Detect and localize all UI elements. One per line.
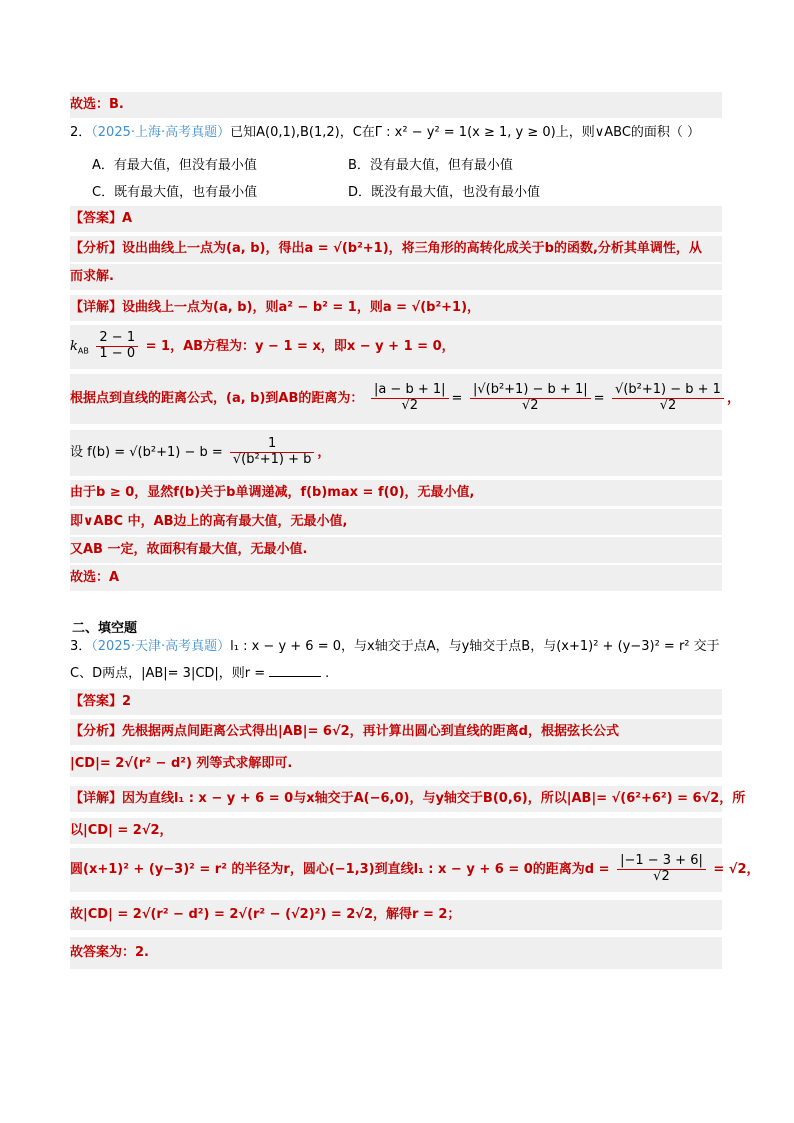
q2-source-link[interactable]: （2025·上海·高考真题） xyxy=(91,125,231,140)
q3-final: 故答案为：2. xyxy=(70,937,722,969)
q3-stem-line1: 3．（2025·天津·高考真题）l₁ : x − y + 6 = 0，与x轴交于点A，与y轴交于点B，与(x+1)² + (y−3)² = r² 交于 xyxy=(70,639,720,654)
distance-fraction-3: $\frac{\text{√(b²+1) − b + 1}}{√2}$ xyxy=(612,383,724,414)
q2-detail-line4: 设 f(b) = √(b²+1) − b = $\frac{1}{\text{√(b²+1) + b}}$ ， xyxy=(70,430,722,476)
answer-blank[interactable] xyxy=(269,662,321,677)
q3-detail-line4: 故|CD| = 2√(r² − d²) = 2√(r² − (√2)²) = 2√2，解得r = 2； xyxy=(70,900,722,930)
q3-answer: 2 xyxy=(122,694,132,709)
q2-option-a: A．有最大值，但没有最小值 xyxy=(92,158,257,173)
q2-option-d: D．既没有最大值，也没有最小值 xyxy=(348,185,541,200)
q2-detail-line2: $k_{AB}$ $\frac{2 - 1}{1 - 0}$ = 1，AB方程为：y − 1 = x，即x − y + 1 = 0， xyxy=(70,325,722,369)
slope-fraction: $\frac{2 - 1}{1 - 0}$ xyxy=(96,331,138,362)
q3-analysis-line2: |CD|= 2√(r² − d²) 列等式求解即可. xyxy=(70,751,722,777)
analysis-tag: 【分析】 xyxy=(70,241,123,256)
q2-detail-line3: 根据点到直线的距离公式，(a, b)到AB的距离为： $\frac{|a - b + 1|}{√2}$ = $\frac{\text{|√(b²+1) − b + 1|}}{√2}$ = $\frac{\text{√(b²+1) − b + 1}}{√2}$ ， xyxy=(70,374,722,424)
q2-answer: A xyxy=(122,211,133,226)
q2-detail-line1: 【详解】设曲线上一点为(a, b)，则a² − b² = 1，则a = √(b²+1)， xyxy=(70,295,722,321)
q3-source-link[interactable]: （2025·天津·高考真题） xyxy=(91,639,231,654)
q2-number: 2． xyxy=(70,125,92,140)
q2-stem xyxy=(70,120,722,146)
q2-stem-text: 已知A(0,1),B(1,2)，C在Γ : x² − y² = 1(x ≥ 1, y ≥ 0)上，则∨ABC的面积（ ） xyxy=(230,125,701,140)
q3-analysis-line1: 【分析】先根据两点间距离公式得出|AB|= 6√2，再计算出圆心到直线的距离d，根据弦长公式 xyxy=(70,719,722,745)
q2-option-b: B．没有最大值，但有最小值 xyxy=(348,158,513,173)
q3-answer-line xyxy=(70,689,722,715)
q3-detail-line2: 以|CD| = 2√2， xyxy=(70,818,722,844)
answer-tag: 【答案】 xyxy=(70,694,123,709)
distance-fraction: $\frac{|-1 - 3 + 6|}{√2}$ xyxy=(617,854,706,885)
distance-fraction-2: $\frac{\text{|√(b²+1) − b + 1|}}{√2}$ xyxy=(470,383,591,414)
q2-detail-line7: 又AB 一定，故面积有最大值，无最小值. xyxy=(70,537,722,563)
q3-number: 3． xyxy=(70,639,92,654)
detail-tag: 【详解】 xyxy=(70,300,123,315)
q1-answer-line: 故选：B. xyxy=(70,92,722,118)
distance-fraction-1: $\frac{|a - b + 1|}{√2}$ xyxy=(371,383,449,414)
q2-answer-line xyxy=(70,206,722,232)
analysis-tag: 【分析】 xyxy=(70,724,123,739)
q3-detail-line1: 【详解】因为直线l₁ : x − y + 6 = 0与x轴交于A(−6,0)，与y轴交于B(0,6)，所以|AB|= √(6²+6²) = 6√2，所 xyxy=(70,786,722,812)
q3-detail-line3: 圆(x+1)² + (y−3)² = r² 的半径为r，圆心(−1,3)到直线l₁ : x − y + 6 = 0的距离为d = $\frac{|-1 - 3 + 6|}{√2}$ = √2， xyxy=(70,848,722,892)
q2-analysis-line2: 而求解. xyxy=(70,264,722,290)
q3-stem-line2: C、D两点，|AB|= 3|CD|，则r = . xyxy=(70,661,722,687)
q2-detail-line6: 即∨ABC 中，AB边上的高有最大值，无最小值, xyxy=(70,509,722,535)
f-fraction: $\frac{1}{\text{√(b²+1) + b}}$ xyxy=(230,437,314,468)
q2-option-c: C．既有最大值，也有最小值 xyxy=(92,185,258,200)
section-title: 二、填空题 xyxy=(72,621,138,636)
q2-analysis-line1: 【分析】设出曲线上一点为(a, b)，得出a = √(b²+1)，将三角形的高转化成关于b的函数,分析其单调性，从 xyxy=(70,236,722,262)
q2-detail-line5: 由于b ≥ 0，显然f(b)关于b单调递减，f(b)max = f(0)，无最小值, xyxy=(70,480,722,506)
q2-final: 故选：A xyxy=(70,565,722,591)
detail-tag: 【详解】 xyxy=(70,791,123,806)
answer-tag: 【答案】 xyxy=(70,211,123,226)
